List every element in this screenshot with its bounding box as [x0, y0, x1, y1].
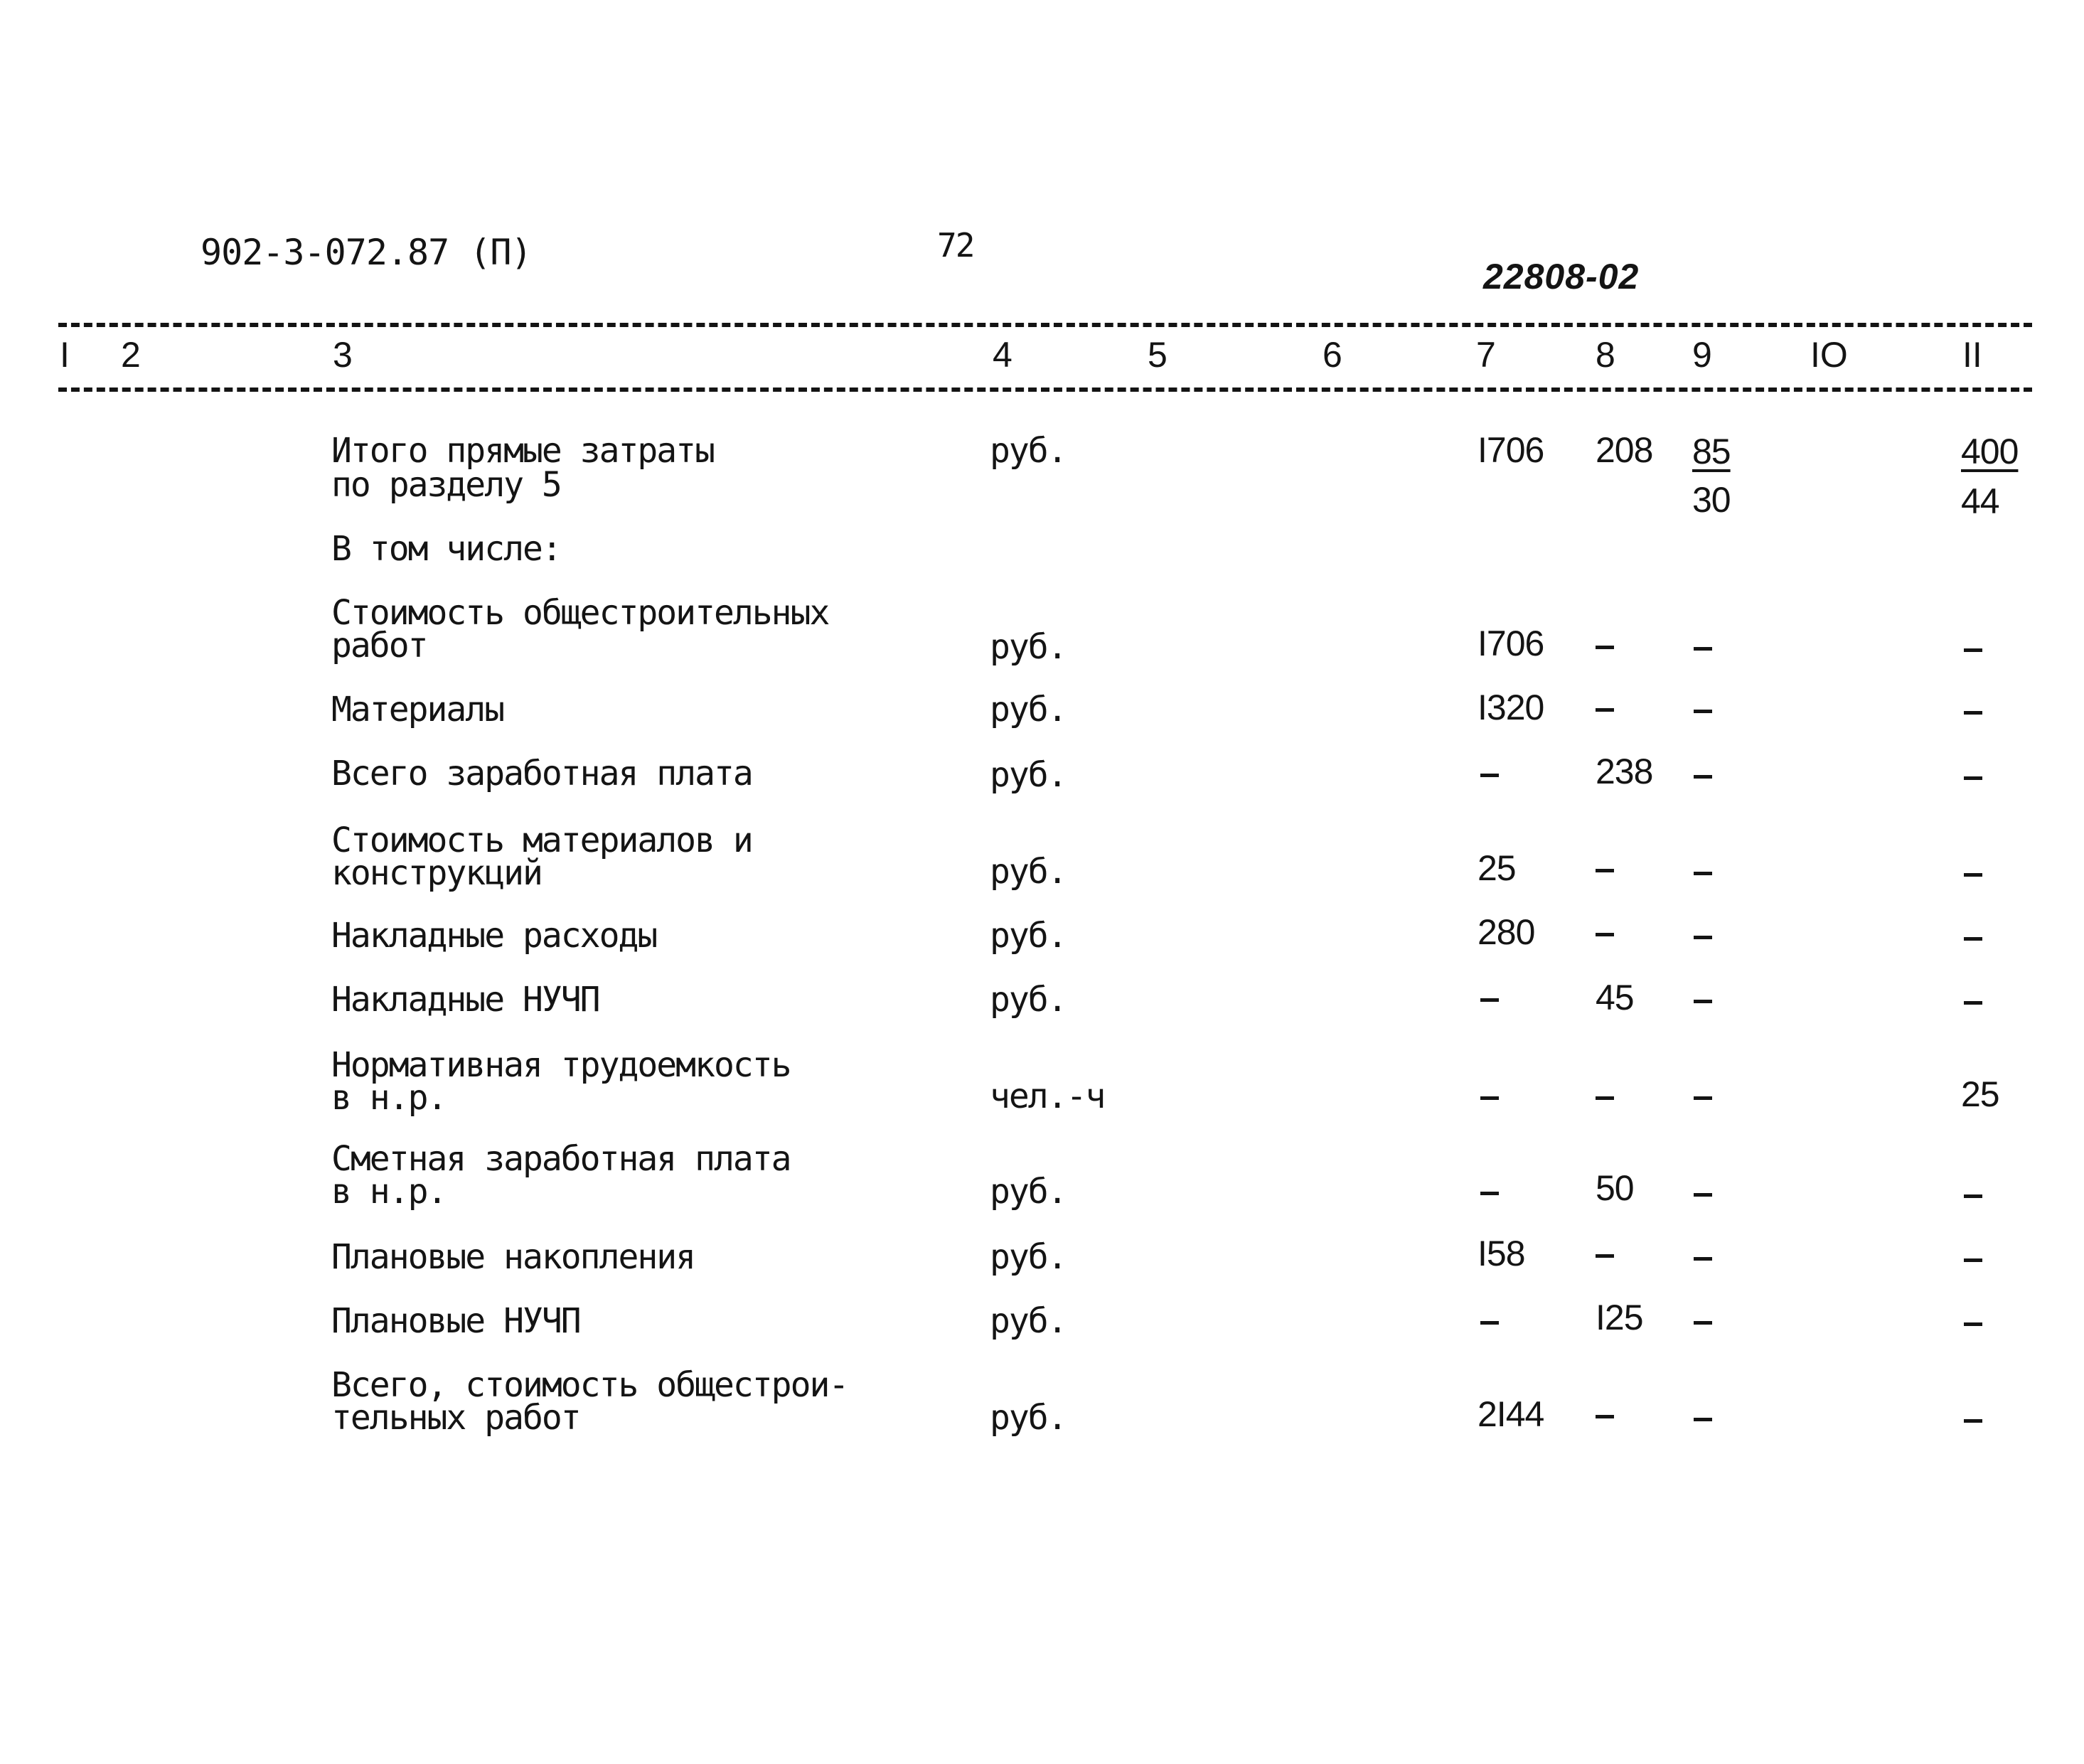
column-number-3: 3	[333, 335, 353, 375]
row-description: Сметная заработная плата	[331, 1139, 791, 1179]
row-description: Нормативная трудоемкость	[331, 1045, 791, 1085]
row-description: Плановые накопления	[331, 1237, 695, 1277]
row-description: Стоимость материалов и	[331, 820, 752, 860]
cell-col8-dash	[1596, 933, 1614, 936]
cell-col8-dash	[1596, 708, 1614, 712]
cell-col11: 25	[1961, 1074, 1999, 1114]
cell-col11-dash	[1964, 1194, 1982, 1198]
document-code: 22808-02	[1483, 257, 1640, 296]
cell-col9: 85	[1692, 432, 1731, 471]
header-top-rule	[58, 323, 2032, 327]
row-unit: руб.	[990, 980, 1067, 1020]
row-description: Всего заработная плата	[331, 754, 752, 793]
cell-col9-dash	[1694, 872, 1712, 875]
row-unit: руб.	[990, 1172, 1067, 1212]
column-number-10: IO	[1810, 335, 1848, 375]
cell-col9-dash	[1694, 1257, 1712, 1261]
cell-col8-dash	[1596, 1096, 1614, 1100]
cell-col9-dash	[1694, 775, 1712, 779]
column-number-7: 7	[1476, 335, 1496, 375]
cell-col11-dash	[1964, 1001, 1982, 1005]
cell-col7: I58	[1477, 1234, 1525, 1273]
column-number-4: 4	[993, 335, 1012, 375]
cell-col11: 400	[1961, 432, 2019, 471]
cell-col7: I320	[1477, 688, 1544, 727]
row-unit: руб.	[990, 852, 1067, 892]
row-unit: руб.	[990, 627, 1067, 667]
row-unit: руб.	[990, 1301, 1067, 1341]
column-number-8: 8	[1596, 335, 1615, 375]
document-number: 902-3-072.87 (П)	[201, 232, 532, 273]
cell-col7-dash	[1480, 1192, 1499, 1195]
page-number: 72	[937, 226, 974, 264]
cell-col9-dash	[1694, 1193, 1712, 1197]
cell-col7: 25	[1477, 848, 1516, 888]
section-subheading: В том числе:	[331, 529, 561, 569]
row-description: Итого прямые затраты	[331, 431, 714, 471]
row-description-cont: конструкций	[331, 853, 542, 893]
cell-col11-dash	[1964, 1258, 1982, 1262]
cell-col8: I25	[1596, 1298, 1643, 1337]
cell-col9-sub: 30	[1692, 480, 1731, 520]
row-unit: руб.	[990, 690, 1067, 729]
row-description: Всего, стоимость общестрои-	[331, 1365, 848, 1405]
row-unit: руб.	[990, 431, 1067, 471]
row-description-cont: тельных работ	[331, 1398, 580, 1438]
cell-col9-dash	[1694, 1418, 1712, 1421]
row-description: Стоимость общестроительных	[331, 593, 829, 633]
column-number-1: I	[60, 335, 70, 375]
row-unit: руб.	[990, 1237, 1067, 1277]
cell-col7: 2I44	[1477, 1394, 1544, 1434]
cell-col7: I706	[1477, 624, 1544, 663]
column-number-5: 5	[1148, 335, 1167, 375]
cell-col7: 280	[1477, 912, 1535, 952]
cell-col9-dash	[1694, 1000, 1712, 1003]
cell-col8-dash	[1596, 1415, 1614, 1418]
cell-col11-sub: 44	[1961, 481, 1999, 521]
row-description-cont: в н.р.	[331, 1172, 447, 1212]
column-number-9: 9	[1692, 335, 1712, 375]
row-description-cont: в н.р.	[331, 1078, 447, 1118]
cell-col7-dash	[1480, 774, 1499, 777]
cell-col11-dash	[1964, 776, 1982, 780]
cell-col8-dash	[1596, 1254, 1614, 1258]
cell-col11-dash	[1964, 1419, 1982, 1423]
row-description-cont: работ	[331, 626, 427, 665]
row-description: Накладные расходы	[331, 916, 657, 956]
row-description: Плановые НУЧП	[331, 1301, 580, 1341]
row-unit: чел.-ч	[990, 1076, 1105, 1116]
cell-col8: 238	[1596, 752, 1653, 791]
cell-col8: 50	[1596, 1168, 1634, 1208]
row-description: Накладные НУЧП	[331, 980, 599, 1020]
cell-col9-dash	[1694, 1096, 1712, 1100]
cell-col8: 45	[1596, 978, 1634, 1017]
column-number-11: II	[1962, 335, 1982, 375]
row-description: Материалы	[331, 690, 504, 729]
cell-col11-dash	[1964, 937, 1982, 941]
cell-col11-dash	[1964, 1322, 1982, 1326]
cell-col11-dash	[1964, 648, 1982, 652]
row-unit: руб.	[990, 1398, 1067, 1438]
cell-col7-dash	[1480, 1321, 1499, 1325]
cell-col7-dash	[1480, 998, 1499, 1002]
cell-col9-dash	[1694, 936, 1712, 939]
cell-col9-dash	[1694, 647, 1712, 651]
row-unit: руб.	[990, 755, 1067, 795]
column-number-6: 6	[1322, 335, 1342, 375]
column-number-2: 2	[121, 335, 141, 375]
cell-col7: I706	[1477, 430, 1544, 470]
row-unit: руб.	[990, 916, 1067, 956]
cell-col8: 208	[1596, 430, 1653, 470]
cell-col9-dash	[1694, 1321, 1712, 1325]
row-description-cont: по разделу 5	[331, 465, 561, 505]
cell-col11-dash	[1964, 873, 1982, 877]
cell-col7-dash	[1480, 1096, 1499, 1100]
cell-col8-dash	[1596, 869, 1614, 872]
header-bottom-rule	[58, 387, 2032, 392]
cell-col8-dash	[1596, 646, 1614, 649]
cell-col9-dash	[1694, 710, 1712, 713]
cell-col11-dash	[1964, 711, 1982, 715]
